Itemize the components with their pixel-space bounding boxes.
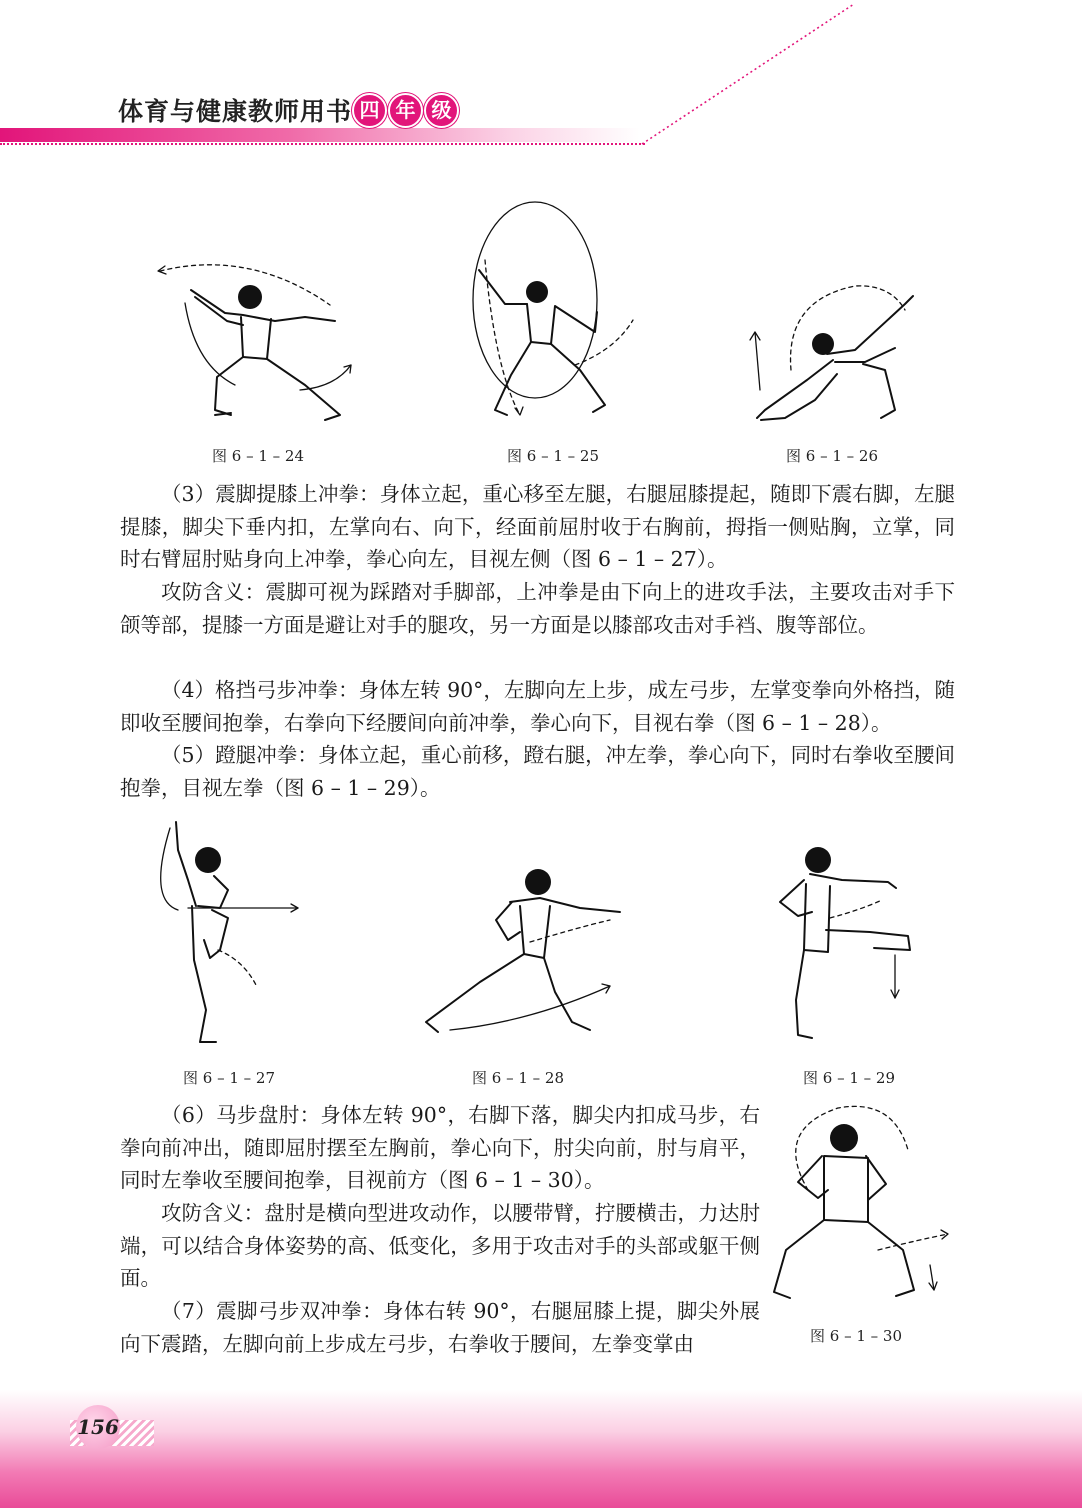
paragraph-attack-defense-meaning: 攻防含义：盘肘是横向型进攻动作，以腰带臂，拧腰横击，力达肘端，可以结合身体姿势的高、低变化，多用于攻击对手的头部或躯干侧面。 [120, 1201, 760, 1290]
page-number: 156 [76, 1405, 120, 1449]
figure-caption: 图 6 – 1 – 24 [212, 447, 305, 465]
figure-6-1-27-illustration [148, 810, 308, 1050]
paragraph-movement-3: （3）震脚提膝上冲拳：身体立起，重心移至左腿，右腿屈膝提起，随即下震右脚，左腿提膝，脚尖下垂内扣，左掌向右、向下，经面前屈肘收于右胸前，拇指一侧贴胸，立掌，同时右臂屈肘贴身向上冲拳，拳心向左，目视左侧（图 6 – 1 – 27）。 [120, 482, 955, 571]
figure-6-1-24-illustration [155, 255, 365, 430]
paragraph-movement-5: （5）蹬腿冲拳：身体立起，重心前移，蹬右腿，冲左拳，拳心向下，同时右拳收至腰间抱拳，目视左拳（图 6 – 1 – 29）。 [120, 743, 955, 800]
paragraph-movement-4: （4）格挡弓步冲拳：身体左转 90°，左脚向左上步，成左弓步，左掌变拳向外格挡，随即收至腰间抱拳，右拳向下经腰间向前冲拳，拳心向下，目视右拳（图 6 – 1 – 28）。 [120, 678, 955, 735]
paragraph-movement-7: （7）震脚弓步双冲拳：身体右转 90°，右腿屈膝上提，脚尖外展向下震踏，左脚向前上步成左弓步，右拳收于腰间，左拳变掌由 [120, 1299, 760, 1356]
figure-6-1-30-illustration [768, 1100, 953, 1305]
grade-badge-char: 四 [352, 93, 387, 128]
figure-caption: 图 6 – 1 – 26 [786, 447, 879, 465]
header-diagonal-dotted-line [640, 0, 860, 146]
footer-band [0, 1390, 1082, 1508]
figure-6-1-28-illustration [410, 862, 630, 1042]
figure-6-1-29-illustration [770, 840, 920, 1055]
paragraph-movement-6: （6）马步盘肘：身体左转 90°，右脚下落，脚尖内扣成马步，右拳向前冲出，随即屈肘摆至左胸前，拳心向下，肘尖向前，肘与肩平，同时左拳收至腰间抱拳，目视前方（图 6 – 1 – 30）。 [120, 1103, 760, 1192]
figure-caption: 图 6 – 1 – 28 [472, 1069, 565, 1087]
grade-badge-char: 级 [424, 93, 459, 128]
figure-caption: 图 6 – 1 – 29 [803, 1069, 896, 1087]
header-band [0, 128, 640, 142]
book-title: 体育与健康教师用书 [118, 97, 353, 126]
figure-6-1-25-illustration [465, 200, 640, 430]
figure-caption: 图 6 – 1 – 27 [183, 1069, 276, 1087]
grade-badge-char: 年 [388, 93, 423, 128]
figure-caption: 图 6 – 1 – 25 [507, 447, 600, 465]
figure-caption: 图 6 – 1 – 30 [810, 1327, 903, 1345]
paragraph-attack-defense-meaning: 攻防含义：震脚可视为踩踏对手脚部，上冲拳是由下向上的进攻手法，主要攻击对手下颌等部，提膝一方面是避让对手的腿攻，另一方面是以膝部攻击对手裆、腹等部位。 [120, 580, 955, 637]
header-dotted-line [0, 143, 645, 145]
figure-6-1-26-illustration [745, 270, 920, 430]
